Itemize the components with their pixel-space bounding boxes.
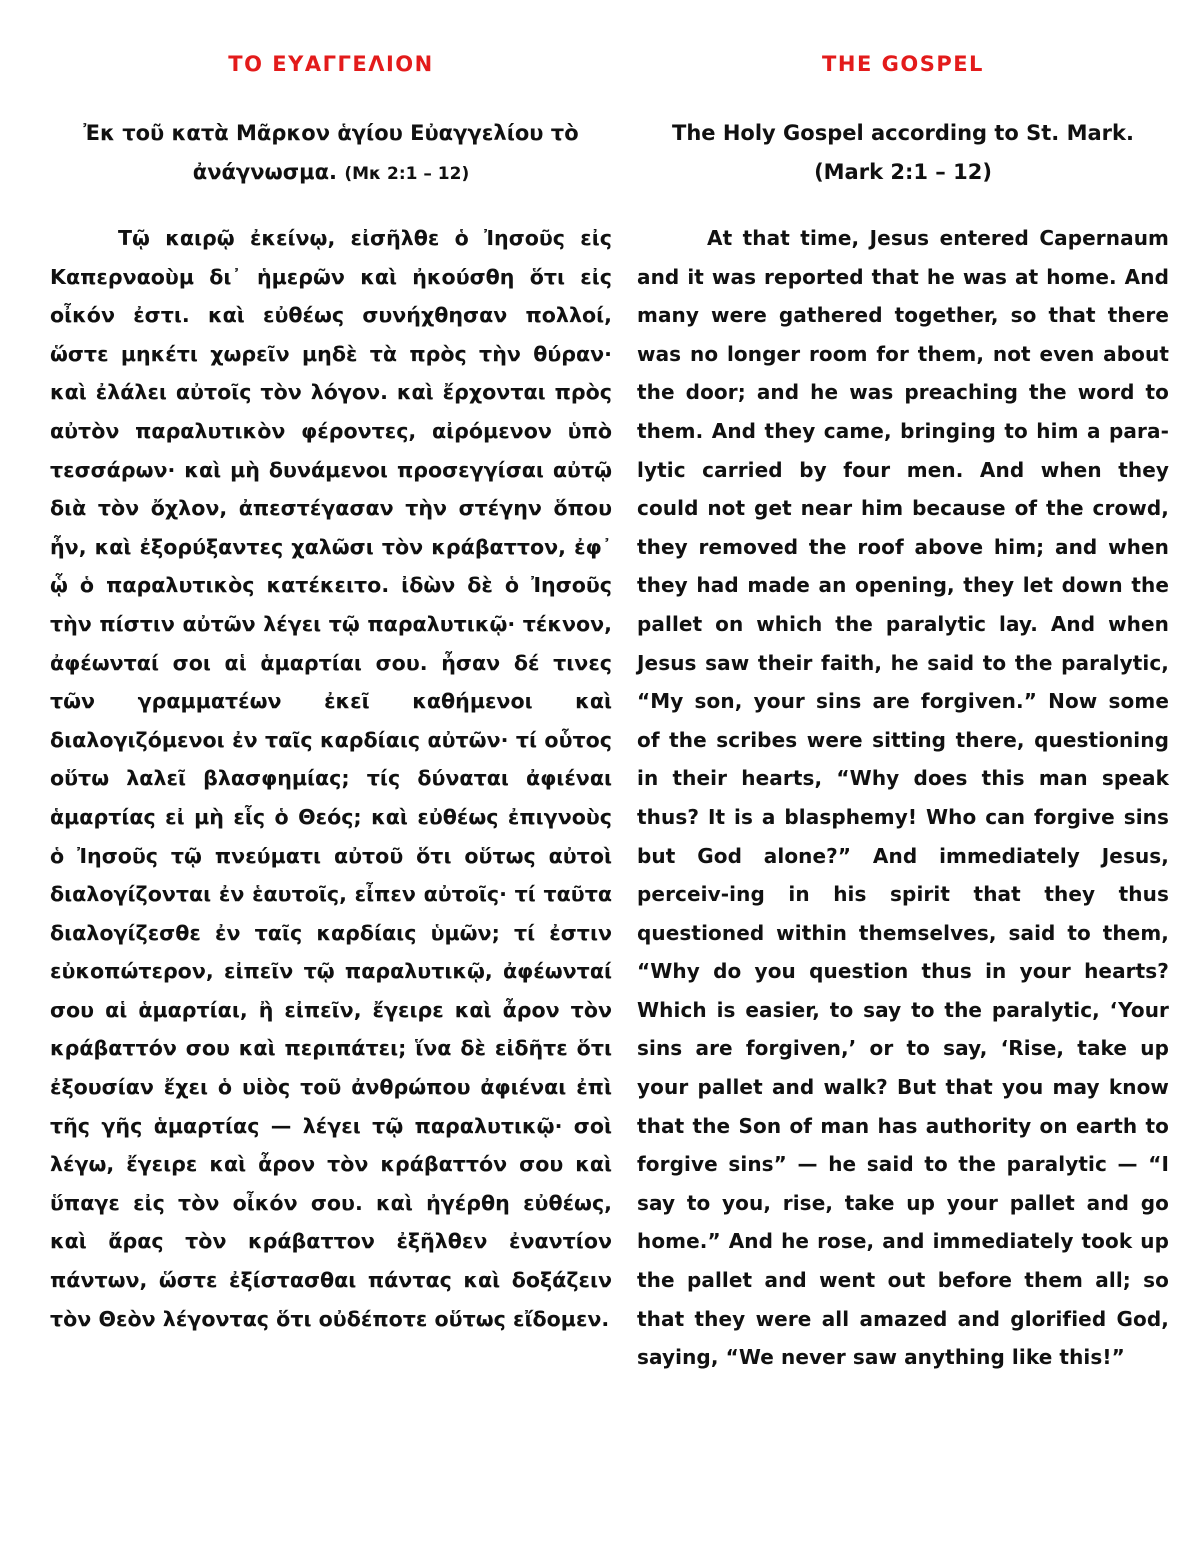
english-gospel-text: At that time, Jesus entered Capernaum and it was reported that he was at home. And many were gathered together, so that there was no longer room for them, not even about the door; and he was preaching the word to them. And they came, bringing to him a para-lytic carried by four men. And when they could not get near him because of the crowd, they removed the roof above him; and when they had made an opening, they let down the pallet on which the paralytic lay. And when Jesus saw their faith, he said to the paralytic, “My son, your sins are forgiven.” Now some of the scribes were sitting there, questioning in their hearts, “Why does this man speak thus? It is a blasphemy! Who can forgive sins but God alone?” And immediately Jesus, perceiv-ing in his spirit that they thus questioned within themselves, said to them, “Why do you question thus in your hearts? Which is easier, to say to the paralytic, ‘Your sins are forgiven,’ or to say, ‘Rise, take up your pallet and walk? But that you may know that the Son of man has authority on earth to forgive sins” — he said to the paralytic — “I say to you, rise, take up your pallet and go home.” And he rose, and immediately took up the pallet and went out before them all; so that they were all amazed and glorified God, saying, “We never saw anything like this!” (637, 226, 1169, 1370)
greek-title: ΤΟ ΕΥΑΓΓΕΛΙΟΝ (228, 52, 434, 76)
english-subtitle-main: The Holy Gospel according to St. Mark. (672, 121, 1134, 145)
greek-subtitle-main: Ἐκ τοῦ κατὰ Μᾶρκον ἁγίου Εὐαγγελίου τὸ ἀνάγνωσμα. (83, 121, 579, 184)
english-scripture-reference: (Mark 2:1 – 12) (814, 159, 992, 184)
english-subtitle (637, 114, 1169, 191)
english-title: THE GOSPEL (822, 52, 984, 76)
greek-subtitle (50, 114, 612, 193)
greek-scripture-reference: (Μκ 2:1 – 12) (344, 163, 470, 184)
greek-gospel-text: Τῷ καιρῷ ἐκείνῳ, εἰσῆλθε ὁ Ἰησοῦς εἰς Καπερναοὺμ δι᾽ ἡμερῶν καὶ ἠκούσθη ὅτι εἰς οἶκόν ἐστι. καὶ εὐθέως συνήχθησαν πολλοί, ὥστε μηκέτι χωρεῖν μηδὲ τὰ πρὸς τὴν θύραν· καὶ ἐλάλει αὐτοῖς τὸν λόγον. καὶ ἔρχονται πρὸς αὐτὸν παραλυτικὸν φέροντες, αἰρόμενον ὑπὸ τεσσάρων· καὶ μὴ δυνάμενοι προσεγγίσαι αὐτῷ διὰ τὸν ὄχλον, ἀπεστέγασαν τὴν στέγην ὅπου ἦν, καὶ ἐξορύξαντες χαλῶσι τὸν κράβαττον, ἐφ᾽ ᾧ ὁ παραλυτικὸς κατέκειτο. ἰδὼν δὲ ὁ Ἰησοῦς τὴν πίστιν αὐτῶν λέγει τῷ παραλυτικῷ· τέκνον, ἀφέωνταί σοι αἱ ἁμαρτίαι σου. ἦσαν δέ τινες τῶν γραμματέων ἐκεῖ καθήμενοι καὶ διαλογιζόμενοι ἐν ταῖς καρδίαις αὐτῶν· τί οὗτος οὕτω λαλεῖ βλασφημίας; τίς δύναται ἀφιέναι ἁμαρτίας εἰ μὴ εἷς ὁ Θεός; καὶ εὐθέως ἐπιγνοὺς ὁ Ἰησοῦς τῷ πνεύματι αὐτοῦ ὅτι οὕτως αὐτοὶ διαλογίζονται ἐν ἑαυτοῖς, εἶπεν αὐτοῖς· τί ταῦτα διαλογίζεσθε ἐν ταῖς καρδίαις ὑμῶν; τί ἐστιν εὐκοπώτερον, εἰπεῖν τῷ παραλυτικῷ, ἀφέωνταί σου αἱ ἁμαρτίαι, ἢ εἰπεῖν, ἔγειρε καὶ ἆρον τὸν κράβαττόν σου καὶ περιπάτει; ἵνα δὲ εἰδῆτε ὅτι ἐξουσίαν ἔχει ὁ υἱὸς τοῦ ἀνθρώπου ἀφιέναι ἐπὶ τῆς γῆς ἁμαρτίας — λέγει τῷ παραλυτικῷ· σοὶ λέγω, ἔγειρε καὶ ἆρον τὸν κράβαττόν σου καὶ ὕπαγε εἰς τὸν οἶκόν σου. καὶ ἠγέρθη εὐθέως, καὶ ἄρας τὸν κράβαττον ἐξῆλθεν ἐναντίον πάντων, ὥστε ἐξίστασθαι πάντας καὶ δοξάζειν τὸν Θεὸν λέγοντας ὅτι οὐδέποτε οὕτως εἴδομεν. (50, 226, 612, 1331)
